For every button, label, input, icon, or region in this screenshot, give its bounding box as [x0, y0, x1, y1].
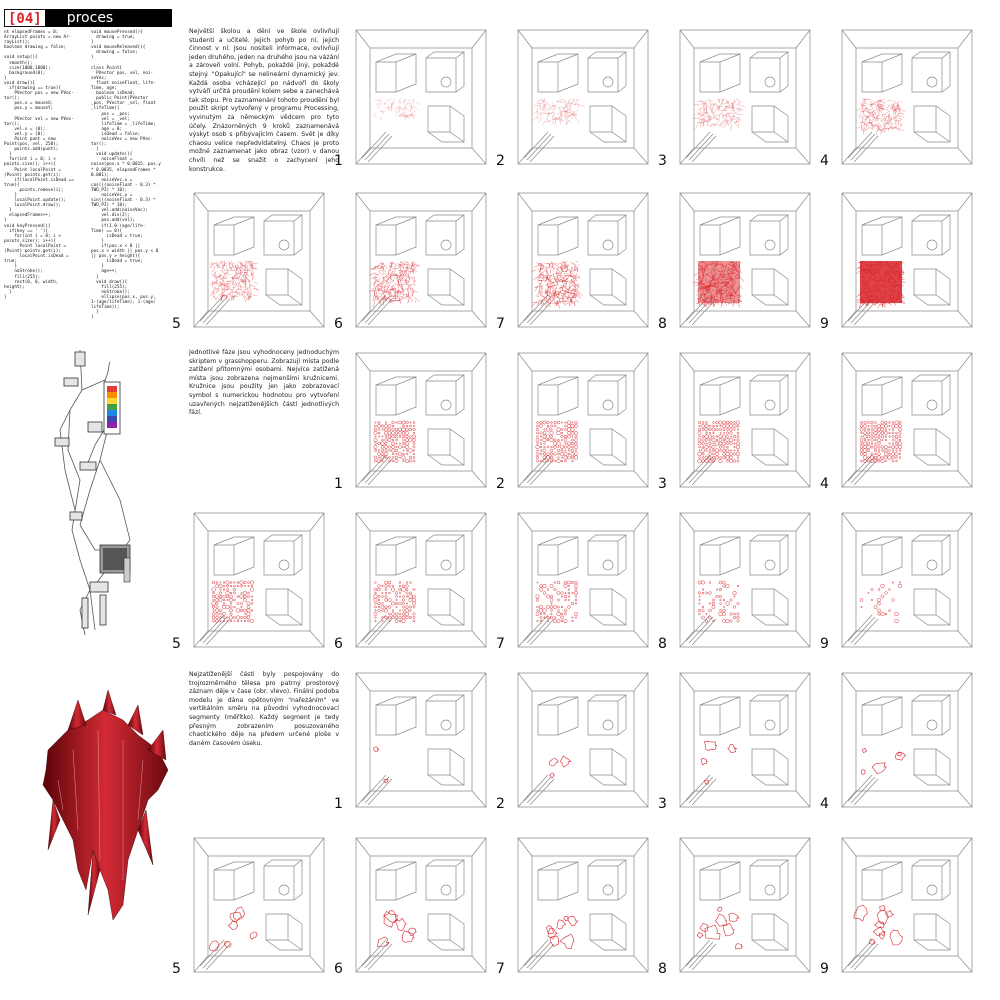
phase-drawing [184, 185, 334, 335]
section-number: [04] [4, 9, 45, 27]
phase-diagram [658, 505, 820, 655]
phase-drawing [832, 505, 982, 655]
phase-diagram [496, 185, 658, 335]
phase-diagram [172, 505, 334, 655]
phase-number: 1 [334, 153, 343, 169]
phase-diagram [820, 185, 982, 335]
section-title: proces [45, 9, 172, 27]
grasshopper-node-graph [50, 350, 160, 640]
phase-number: 8 [658, 316, 667, 332]
phase-number: 7 [496, 636, 505, 652]
phase-diagram [658, 185, 820, 335]
phase-drawing [832, 185, 982, 335]
phase-diagram [172, 185, 334, 335]
phase-number: 2 [496, 796, 505, 812]
phase-diagram [496, 22, 658, 172]
phase-drawing [346, 830, 496, 980]
phase-drawing [508, 345, 658, 495]
phase-diagram [496, 505, 658, 655]
phase-diagram [496, 830, 658, 980]
phase-number: 7 [496, 961, 505, 977]
phase-drawing [346, 505, 496, 655]
phase-diagram [334, 22, 496, 172]
phase-number: 6 [334, 636, 343, 652]
phase-diagram [172, 830, 334, 980]
phase-number: 4 [820, 796, 829, 812]
phase-number: 6 [334, 961, 343, 977]
sculpture-model-image [28, 690, 178, 925]
phase-drawing [832, 830, 982, 980]
phase-drawing [508, 830, 658, 980]
process-description-3: Nejzatíženější části byly pospojovány do trojrozměrného tělesa pro patrný prostorový záznam děje v čase (obr. vlevo). Finální podoba modelu je dána opětovným "nařezáním" ve vertikálním směru na původní vyhodnocovací segmenty (měřítko). Každý segment je tedy přesným zobrazením posuzovaného chaotického děje na předem určené ploše v daném časovém úseku. [189, 671, 339, 747]
phase-drawing [346, 22, 496, 172]
phase-diagram [820, 665, 982, 815]
phase-diagram [820, 345, 982, 495]
phase-diagram [334, 665, 496, 815]
phase-number: 7 [496, 316, 505, 332]
phase-diagram [820, 505, 982, 655]
phase-number: 4 [820, 153, 829, 169]
phase-diagram [496, 345, 658, 495]
phase-number: 3 [658, 153, 667, 169]
phase-diagram [658, 22, 820, 172]
phase-drawing [508, 22, 658, 172]
phase-diagram [496, 665, 658, 815]
phase-diagram [334, 505, 496, 655]
phase-number: 1 [334, 476, 343, 492]
phase-drawing [670, 665, 820, 815]
phase-diagram [820, 830, 982, 980]
phase-diagram [658, 830, 820, 980]
phase-number: 2 [496, 476, 505, 492]
phase-diagram [334, 830, 496, 980]
phase-drawing [670, 22, 820, 172]
phase-number: 3 [658, 796, 667, 812]
code-listing-left: nt elapsedFrames = 0; ArrayList points = new Ar- rayList(); boolean drawing = false; void setup(){ smooth(); size(1000,1000); background(0); } void draw(){ if(drawing == true){ PVector pos = new PVec- tor(); pos.x = mouseX; pos.y = mouseY; PVector vel = new PVec- tor(); vel.x = (0); vel.y = (0); Point punt = new Point(pos, vel, 250); points.add(punt); } for(int i = 0; i < points.size(); i++){ Point localPoint = (Point) points.get(i); if(localPoint.isDead == true){ points.remove(i); } localPoint.update(); localPoint.draw(); } elapsedFrames++; } void keyPressed(){ if(key == ' '){ for(int i = 0; i < points.size(); i++){ Point localPoint = (Point) points.get(i); localPoint.isDead = true; } noStroke(); fill(255); rect(0, 0, width, height); } } [4, 30, 74, 300]
phase-diagram [820, 22, 982, 172]
phase-number: 9 [820, 961, 829, 977]
phase-diagram [658, 665, 820, 815]
phase-drawing [508, 185, 658, 335]
phase-number: 5 [172, 316, 181, 332]
phase-number: 2 [496, 153, 505, 169]
phase-diagram [658, 345, 820, 495]
code-listing-right: void mousePressed(){ drawing = true; } void mouseReleased(){ drawing = false; } class Point{ PVector pos, vel, noi- seVec; float noiseFloat, life- Time, age; boolean isDead; public Point(PVector _pos, PVector _vel, float _lifeTime){ pos = _pos; vel = _vel; lifeTime = _lifeTime; age = 0; isDead = false; noiseVec = new PVec- tor(); } void update(){ noiseFloat = noise(pos.x * 0.0015, pos.y * 0.0035, elapsedFrames * 0.001); noiseVec.x = cos(((noiseFloat - 0.3) * TWO_PI) * 10); noiseVec.y = sin(((noiseFloat - 0.3) * TWO_PI) * 10); vel.add(noiseVec); vel.div(2); pos.add(vel); if(1.0-(age/life- Time) == 0){ isDead = true; } if(pos.x < 0 || pos.x > width || pos.y < 0 || pos.y > height){ isDead = true; } age++; } void draw(){ fill(255); noStroke(); ellipse(pos.x, pos.y, 1-(age/lifeTime), 1-(age/ lifeTime)); } } [91, 30, 161, 321]
process-description-1: Největší školou a dění ve škole ovlivňují studenti a učitelé. Jejich pohyb po ní, jejich činnost v ní. Jsou nositeli informace, ovlivňují jeden druhého, jeden na druhého jsou na vázání a zároveň volní. Pohyb, pokaždé jiný, pokaždé stejný. "Opakující" se nelineární dynamický jev. Každá osoba vcházející po nádvoří do školy vytváří určitá proudění kolem sebe a zanechává tak stopu. Pro zaznamenání tohoto proudění byl použit skript vytvořený v programu Processing, vyvinutým za německým vědcem pro tyto účely. Znázorněných 9 kroků zaznamenává výskyt osob s přibývajícím časem. Svět je díky chaosu velice nepředvídatelný. Chaos je proto možné zaznamenat jako obraz (vzor) v danou chvíli než se snažit o zachycení jeho konstrukce. [189, 28, 339, 173]
process-description-2: Jednotlivé fáze jsou vyhodnoceny jednoduchým skriptem v grasshopperu. Zobrazují místa podle zatížení přítomnými osobami. Nejvíce zatížená místa jsou zobrazena nejmenšími kružnicemi. Kružnice jsou použity jen jako zobrazovací symbol s numerickou hodnotou pro vytvoření uzavřených nejzatíženějších částí jednotlivých fází. [189, 349, 339, 417]
phase-drawing [670, 185, 820, 335]
phase-number: 8 [658, 636, 667, 652]
phase-drawing [670, 345, 820, 495]
phase-drawing [670, 830, 820, 980]
phase-number: 1 [334, 796, 343, 812]
phase-number: 3 [658, 476, 667, 492]
phase-drawing [508, 665, 658, 815]
phase-number: 9 [820, 636, 829, 652]
phase-drawing [346, 185, 496, 335]
phase-number: 5 [172, 636, 181, 652]
section-header [4, 9, 172, 27]
phase-drawing [346, 345, 496, 495]
phase-drawing [832, 22, 982, 172]
phase-diagram [334, 345, 496, 495]
phase-diagram [334, 185, 496, 335]
phase-drawing [832, 665, 982, 815]
phase-drawing [184, 505, 334, 655]
phase-number: 6 [334, 316, 343, 332]
phase-drawing [184, 830, 334, 980]
phase-number: 9 [820, 316, 829, 332]
phase-drawing [508, 505, 658, 655]
phase-drawing [832, 345, 982, 495]
phase-drawing [670, 505, 820, 655]
phase-drawing [346, 665, 496, 815]
phase-number: 8 [658, 961, 667, 977]
phase-number: 4 [820, 476, 829, 492]
phase-number: 5 [172, 961, 181, 977]
